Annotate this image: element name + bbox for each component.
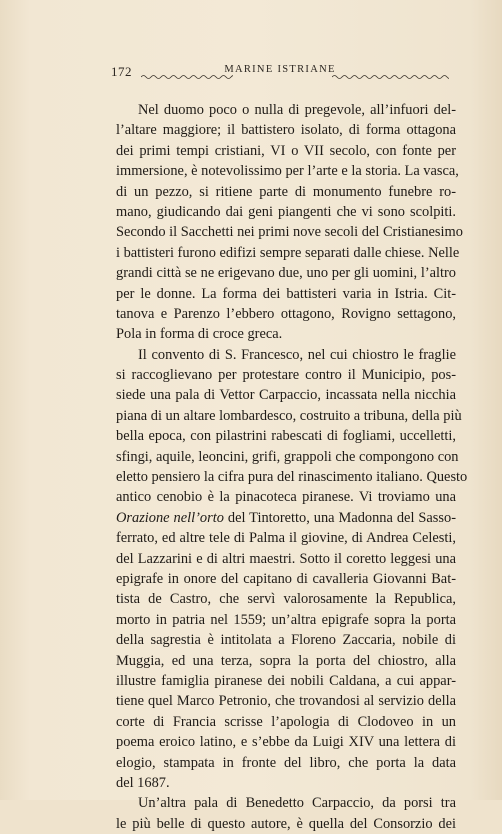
text-line: i battisteri furono edifizi sempre separati dalle chiese. Nelle [116,244,460,261]
text-line: poema eroico latino, e s’ebbe da Luigi XIV una lettera di [116,734,456,751]
text-line: antico cenobio è la pinacoteca piranese. Vi troviamo una [116,489,456,506]
text-line: immersione, è notevolissimo per l’arte e la storia. La vasca, [116,163,459,180]
text-line: sfingi, aquile, leoncini, grifi, grappoli che compongono con [116,448,459,465]
text-line: morto in patria nel 1559; un’altra epigrafe sopra la porta [116,611,456,628]
text-line: Il convento di S. Francesco, nel cui chiostro le fraglie [138,346,456,363]
text-line: dei primi tempi cristiani, VI o VII secolo, con fonte per [116,142,456,159]
text-line: illustre famiglia piranese dei nobili Caldana, a cui appar- [116,672,456,689]
text-line: ferrato, ed altre tele di Palma il giovine, di Andrea Celesti, [116,530,456,547]
text-line: piana di un altare lombardesco, costruito a tribuna, della più [116,407,462,424]
text-line [116,508,456,528]
text-line: grandi città se ne erigevano due, uno per gli uomini, l’altro [116,265,456,282]
text-line: Secondo il Sacchetti nei primi nove secoli del Cristianesimo [116,224,463,241]
page-header [111,64,449,80]
text-line: bella epoca, con pilastrini rabescati di fogliami, uccelletti, [116,428,456,445]
text-line: della sagrestia è intitolata a Floreno Zaccaria, nobile di [116,632,456,649]
ornamental-rule-right [332,74,449,80]
text-line: Muggia, ed una terza, sopra la porta del chiostro, alla [116,652,456,669]
text-line: tista de Castro, che servì valorosamente la Republica, [116,591,456,608]
text-line: Pola in forma di croce greca. [116,326,283,343]
text-line: mano, giudicando dai geni piangenti che vi sono scolpiti. [116,203,456,220]
text-line: siede una pala di Vettor Carpaccio, incassata nella nicchia [116,387,456,404]
text-line: tanova e Parenzo l’ebbero ottagono, Rovigno settagono, [116,305,456,322]
text-line: epigrafe in onore del capitano di cavalleria Giovanni Bat- [116,570,456,587]
text-line: di un pezzo, si ritiene parte di monumento funebre ro- [116,183,456,200]
text-line: del 1687. [116,774,170,791]
text-line-rest: del Tintoretto, una Madonna del Sasso- [223,509,456,526]
text-line: si raccoglievano per protestare contro il Municipio, pos- [116,367,456,384]
text-line: eletto pensiero la cifra pura del rinascimento italiano. Questo [116,469,468,486]
text-line: Un’altra pala di Benedetto Carpaccio, da porsi tra [138,795,456,812]
text-line: Nel duomo poco o nulla di pregevole, all’infuori del- [138,102,456,118]
page-number: 172 [111,64,132,79]
body-text [116,100,468,834]
italic-title: Orazione nell’orto [116,509,224,526]
text-line: del Lazzarini e di altri maestri. Sotto il coretto leggesi una [116,550,456,567]
text-line: per le donne. La forma dei battisteri varia in Istria. Cit- [116,285,456,302]
text-line: le più belle di questo autore, è quella del Consorzio dei [116,815,456,832]
running-title: MARINE ISTRIANE [224,64,336,75]
text-line: tiene quel Marco Petronio, che trovandosi al servizio della [116,693,456,710]
text-line: elogio, stampata in fronte del libro, che porta la data [116,754,456,771]
text-line: l’altare maggiore; il battistero isolato, di forma ottagona [116,122,456,139]
wavy-rule-icon [332,74,449,80]
text-line: corte di Francia scrisse l’apologia di Clodoveo in un [116,713,456,730]
